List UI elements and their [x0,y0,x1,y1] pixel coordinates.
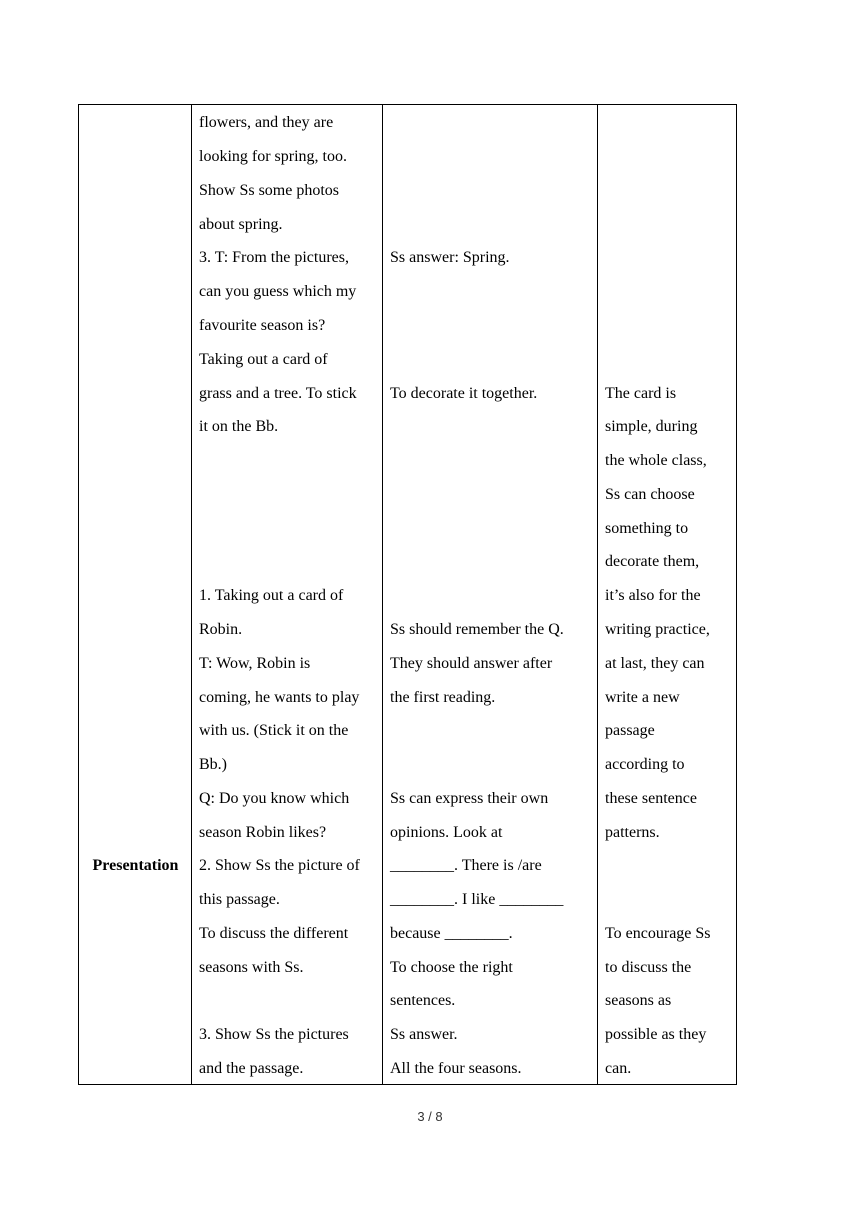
student-activity-line: Ss can express their own [390,790,549,807]
purpose-line: simple, during [605,418,698,435]
purpose-line: the whole class, [605,452,707,469]
purpose-line: To encourage Ss [605,925,711,942]
teacher-activity-line: 3. Show Ss the pictures [199,1026,349,1043]
teacher-activity-line: season Robin likes? [199,824,327,841]
teacher-activity-line: seasons with Ss. [199,959,304,976]
page-number: 3 / 8 [417,1109,443,1124]
purpose-line: can. [605,1060,632,1077]
purpose-line: write a new [605,689,680,706]
purpose-line: these sentence [605,790,697,807]
student-activity-line: because ________. [390,925,513,942]
purpose-line: according to [605,756,685,773]
teacher-activity-line: coming, he wants to play [199,689,360,706]
teacher-activity-line: Show Ss some photos [199,182,340,199]
teacher-activity-line: this passage. [199,891,280,908]
purpose-line: it’s also for the [605,587,701,604]
stage-label: Presentation [92,857,179,874]
teacher-activity-line: Bb.) [199,756,227,773]
column-divider [382,105,383,1084]
student-activity-line: All the four seasons. [390,1060,522,1077]
student-activity-line: ________. There is /are [390,857,542,874]
purpose-line: Ss can choose [605,486,695,503]
student-activity-line: ________. I like ________ [390,891,564,908]
teacher-activity-line: with us. (Stick it on the [199,722,349,739]
purpose-line: possible as they [605,1026,707,1043]
student-activity-line: Ss answer. [390,1026,458,1043]
purpose-line: at last, they can [605,655,705,672]
teacher-activity-line: about spring. [199,216,283,233]
teacher-activity-line: grass and a tree. To stick [199,385,357,402]
purpose-line: writing practice, [605,621,710,638]
student-activity-line: To choose the right [390,959,513,976]
teacher-activity-line: 1. Taking out a card of [199,587,344,604]
student-activity-line: To decorate it together. [390,385,538,402]
teacher-activity-line: can you guess which my [199,283,357,300]
teacher-activity-line: Q: Do you know which [199,790,350,807]
teacher-activity-line: it on the Bb. [199,418,279,435]
student-activity-line: sentences. [390,992,456,1009]
purpose-line: passage [605,722,655,739]
purpose-line: decorate them, [605,553,700,570]
purpose-line: to discuss the [605,959,692,976]
column-divider [191,105,192,1084]
purpose-line: The card is [605,385,677,402]
teacher-activity-line: 3. T: From the pictures, [199,249,349,266]
purpose-line: seasons as [605,992,672,1009]
student-activity-line: Ss should remember the Q. [390,621,564,638]
lesson-plan-table [78,104,737,1085]
student-activity-line: the first reading. [390,689,496,706]
teacher-activity-line: flowers, and they are [199,114,334,131]
teacher-activity-line: To discuss the different [199,925,349,942]
teacher-activity-line: looking for spring, too. [199,148,347,165]
teacher-activity-line: T: Wow, Robin is [199,655,311,672]
teacher-activity-line: favourite season is? [199,317,326,334]
student-activity-line: Ss answer: Spring. [390,249,510,266]
teacher-activity-line: 2. Show Ss the picture of [199,857,360,874]
student-activity-line: They should answer after [390,655,553,672]
purpose-line: something to [605,520,689,537]
teacher-activity-line: Taking out a card of [199,351,328,368]
teacher-activity-line: and the passage. [199,1060,304,1077]
purpose-line: patterns. [605,824,660,841]
teacher-activity-line: Robin. [199,621,243,638]
student-activity-line: opinions. Look at [390,824,503,841]
column-divider [597,105,598,1084]
